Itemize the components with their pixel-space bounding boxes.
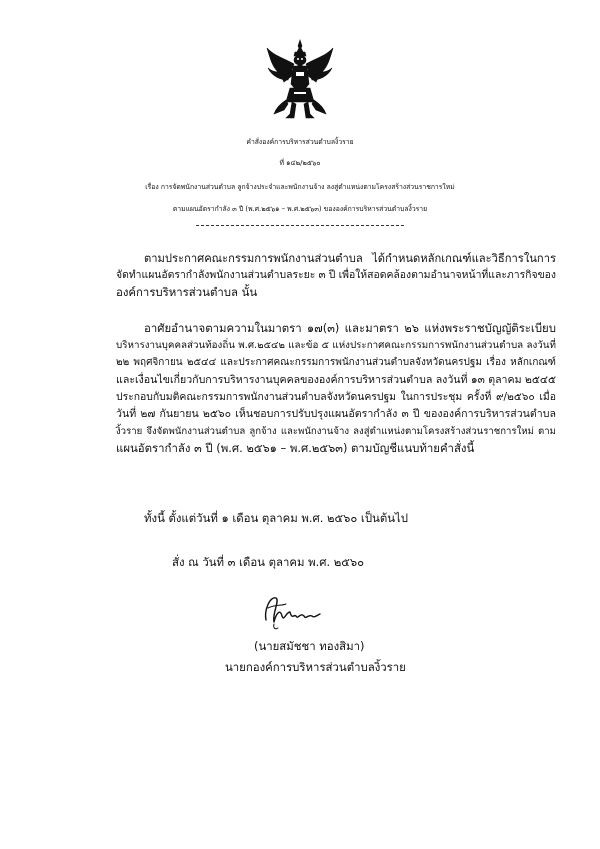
signer-name: (นายสมัชชา ทองสิมา) bbox=[254, 639, 365, 653]
text-line: จัดทำแผนอัตรากำลังพนักงานส่วนตำบลระยะ ๓ ปี เพื่อให้สอดคล้องตามอำนาจหน้าที่และภารกิจของ bbox=[116, 269, 556, 282]
paragraph-authority bbox=[116, 320, 556, 458]
text-line: บริหารงานบุคคลส่วนท้องถิ่น พ.ศ.๒๕๔๒ และข้อ ๕ แห่งประกาศคณะกรรมการพนักงานส่วนตำบล ลงวันที่ bbox=[116, 340, 556, 352]
text-line: วันที่ ๒๗ กันยายน ๒๕๖๐ เห็นชอบการปรับปรุงแผนอัตรากำลัง ๓ ปี ขององค์การบริหารส่วนตำบล bbox=[116, 407, 556, 420]
order-title: คำสั่งองค์การบริหารส่วนตำบลงิ้วราย bbox=[246, 138, 354, 146]
separator-line bbox=[196, 225, 404, 226]
garuda-emblem-icon bbox=[264, 38, 336, 122]
order-date: สั่ง ณ วันที่ ๓ เดือน ตุลาคม พ.ศ. ๒๕๖๐ bbox=[172, 555, 365, 569]
text-line: ประกอบกับมติคณะกรรมการพนักงานส่วนตำบลจังหวัดนครปฐม ในการประชุม ครั้งที่ ๙/๒๕๖๐ เมื่อ bbox=[116, 390, 556, 403]
signature-image bbox=[262, 590, 322, 632]
subject-line-2: ตามแผนอัตรากำลัง ๓ ปี (พ.ศ.๒๕๖๑ – พ.ศ.๒๕๖๓) ขององค์การบริหารส่วนตำบลงิ้วราย bbox=[172, 205, 428, 213]
text-line: องค์การบริหารส่วนตำบล นั้น bbox=[116, 285, 258, 300]
signer-position: นายกองค์การบริหารส่วนตำบลงิ้วราย bbox=[225, 660, 406, 674]
text-line: ตามประกาศคณะกรรมการพนักงานส่วนตำบล ได้กำหนดหลักเกณฑ์และวิธีการในการ bbox=[144, 252, 556, 265]
order-number: ที่ ๑๔๒/๒๕๖๐ bbox=[279, 159, 321, 167]
text-line: แผนอัตรากำลัง ๓ ปี (พ.ศ. ๒๕๖๑ – พ.ศ.๒๕๖๓) ตามบัญชีแนบท้ายคำสั่งนี้ bbox=[116, 441, 475, 456]
text-line: และเงื่อนไขเกี่ยวกับการบริหารงานบุคคลขององค์การบริหารส่วนตำบล ลงวันที่ ๑๓ ตุลาคม ๒๕๔๕ bbox=[116, 373, 556, 386]
paragraph-preamble bbox=[116, 250, 556, 302]
text-line: ๒๒ พฤศจิกายน ๒๕๔๔ และประกาศคณะกรรมการพนักงานส่วนตำบลจังหวัดนครปฐม เรื่อง หลักเกณฑ์ bbox=[116, 357, 556, 369]
text-line: งิ้วราย จึงจัดพนักงานส่วนตำบล ลูกจ้าง และพนักงานจ้าง ลงสู่ตำแหน่งตามโครงสร้างส่วนราชการใหม่ ตาม bbox=[116, 426, 556, 438]
text-line: อาศัยอำนาจตามความในมาตรา ๑๗(๓) และมาตรา ๒๖ แห่งพระราชบัญญัติระเบียบ bbox=[144, 321, 556, 335]
effective-date: ทั้งนี้ ตั้งแต่วันที่ ๑ เดือน ตุลาคม พ.ศ. ๒๕๖๐ เป็นต้นไป bbox=[144, 511, 408, 525]
subject-line-1: เรื่อง การจัดพนักงานส่วนตำบล ลูกจ้างประจำและพนักงานจ้าง ลงสู่ตำแหน่งตามโครงสร้างส่วนราชการใหม่ bbox=[145, 183, 455, 191]
